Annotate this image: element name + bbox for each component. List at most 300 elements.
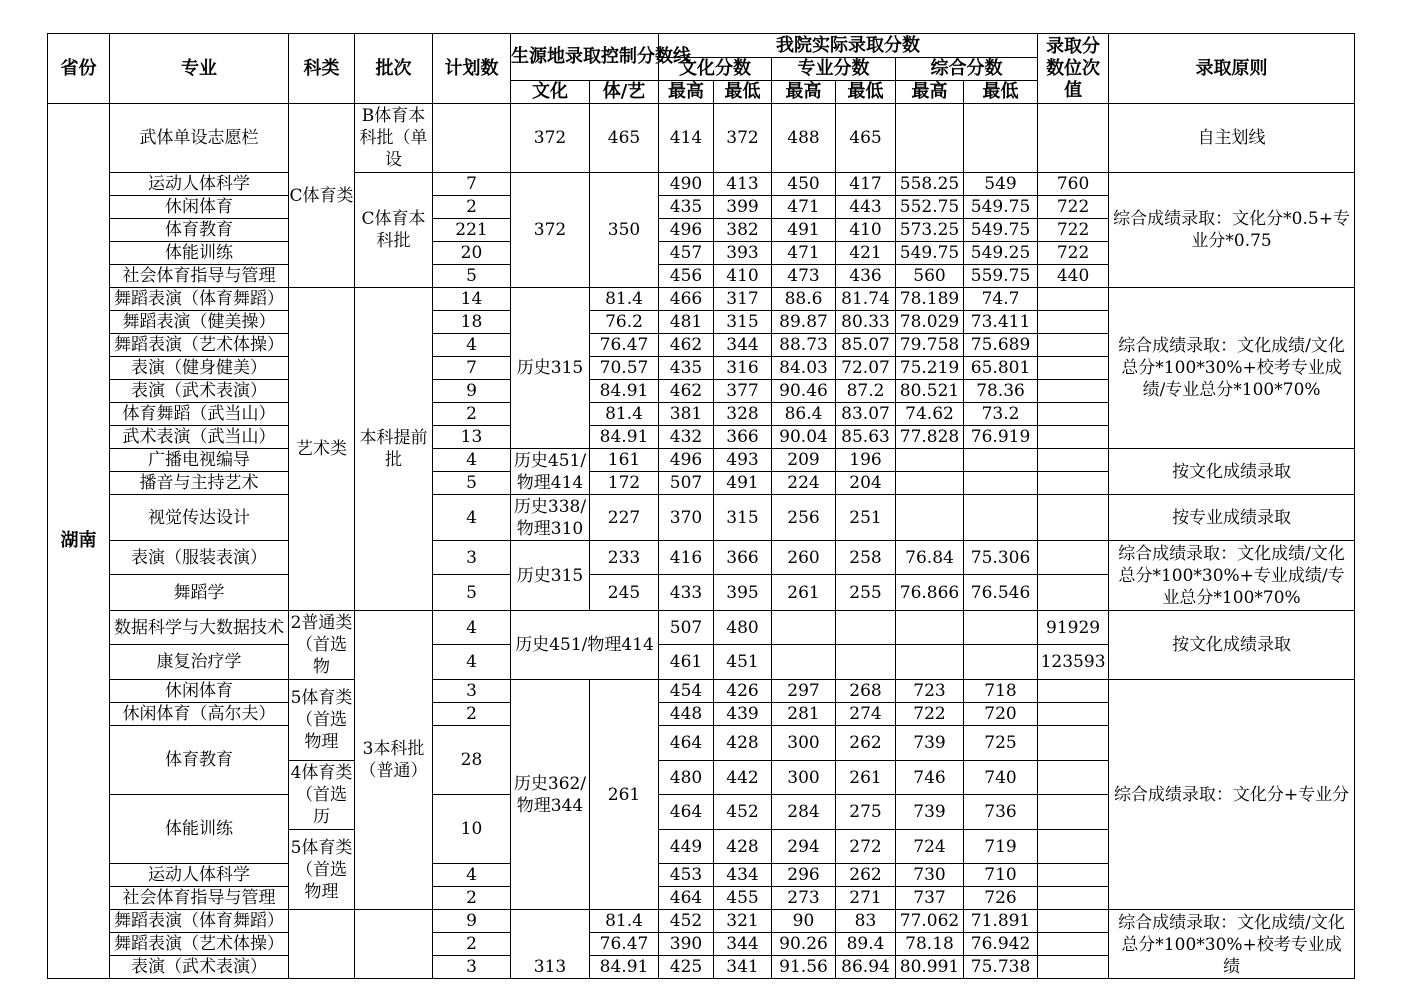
culture-low-cell: 410	[714, 265, 772, 288]
major-cell: 武体单设志愿栏	[110, 104, 289, 173]
plan-cell: 2	[433, 703, 511, 726]
composite-high-cell: 746	[896, 761, 964, 795]
rank-cell: 722	[1038, 242, 1109, 265]
composite-low-cell: 736	[964, 795, 1038, 830]
plan-cell: 4	[433, 449, 511, 472]
ctrl-pe-cell: 172	[590, 472, 659, 495]
ctrl-pe-cell: 227	[590, 495, 659, 541]
culture-high-cell: 416	[659, 541, 714, 575]
composite-high-cell: 78.029	[896, 311, 964, 334]
culture-low-cell: 366	[714, 426, 772, 449]
ctrl-pe-cell: 81.4	[590, 403, 659, 426]
table-row	[48, 680, 1355, 703]
professional-high-cell: 471	[772, 242, 836, 265]
batch-cell: C体育本科批	[355, 173, 433, 288]
ctrl-culture-cell: 历史362/物理344	[511, 680, 590, 910]
batch-cell	[355, 910, 433, 979]
composite-low-cell: 720	[964, 703, 1038, 726]
rank-cell: 91929	[1038, 611, 1109, 645]
culture-low-cell: 395	[714, 575, 772, 611]
composite-low-cell: 73.411	[964, 311, 1038, 334]
culture-high-cell: 435	[659, 196, 714, 219]
ctrl-pe-cell: 81.4	[590, 288, 659, 311]
culture-high-cell: 414	[659, 104, 714, 173]
plan-cell: 9	[433, 380, 511, 403]
header-province: 省份	[48, 34, 110, 104]
culture-high-cell: 496	[659, 219, 714, 242]
rank-cell	[1038, 830, 1109, 864]
professional-low-cell: 436	[836, 265, 896, 288]
professional-high-cell: 90.26	[772, 933, 836, 956]
category-cell: C体育类	[289, 104, 355, 288]
header-category: 科类	[289, 34, 355, 104]
header-high: 最高	[772, 81, 836, 104]
culture-low-cell: 316	[714, 357, 772, 380]
composite-high-cell: 552.75	[896, 196, 964, 219]
plan-cell: 4	[433, 495, 511, 541]
ctrl-culture-cell: 372	[511, 104, 590, 173]
professional-low-cell: 272	[836, 830, 896, 864]
culture-high-cell: 461	[659, 645, 714, 680]
culture-high-cell: 425	[659, 956, 714, 979]
header-plan: 计划数	[433, 34, 511, 104]
principle-cell: 按文化成绩录取	[1109, 449, 1355, 495]
principle-cell: 综合成绩录取：文化成绩/文化总分*100*30%+专业成绩/专业总分*100*70%	[1109, 541, 1355, 611]
culture-high-cell: 390	[659, 933, 714, 956]
ctrl-pe-cell: 350	[590, 173, 659, 288]
culture-low-cell: 315	[714, 311, 772, 334]
rank-cell	[1038, 426, 1109, 449]
culture-high-cell: 464	[659, 887, 714, 910]
composite-high-cell: 739	[896, 795, 964, 830]
culture-high-cell: 457	[659, 242, 714, 265]
header-low: 最低	[714, 81, 772, 104]
composite-low-cell	[964, 495, 1038, 541]
rank-cell	[1038, 864, 1109, 887]
professional-low-cell: 421	[836, 242, 896, 265]
professional-low-cell: 417	[836, 173, 896, 196]
major-cell: 运动人体科学	[110, 864, 289, 887]
batch-cell: 本科提前批	[355, 288, 433, 611]
culture-high-cell: 433	[659, 575, 714, 611]
professional-low-cell	[836, 645, 896, 680]
principle-cell: 按文化成绩录取	[1109, 611, 1355, 680]
rank-cell	[1038, 334, 1109, 357]
professional-high-cell: 473	[772, 265, 836, 288]
major-cell: 舞蹈表演（体育舞蹈）	[110, 910, 289, 933]
rank-cell	[1038, 495, 1109, 541]
rank-cell: 440	[1038, 265, 1109, 288]
table-row	[48, 611, 1355, 645]
composite-low-cell	[964, 104, 1038, 173]
composite-low-cell: 71.891	[964, 910, 1038, 933]
rank-cell: 722	[1038, 219, 1109, 242]
professional-high-cell: 281	[772, 703, 836, 726]
composite-low-cell	[964, 611, 1038, 645]
rank-cell	[1038, 472, 1109, 495]
rank-cell	[1038, 703, 1109, 726]
rank-cell	[1038, 403, 1109, 426]
ctrl-pe-cell: 70.57	[590, 357, 659, 380]
composite-high-cell: 724	[896, 830, 964, 864]
professional-low-cell: 268	[836, 680, 896, 703]
category-cell: 艺术类	[289, 288, 355, 611]
rank-cell	[1038, 575, 1109, 611]
ctrl-pe-cell: 233	[590, 541, 659, 575]
rank-cell	[1038, 680, 1109, 703]
principle-cell: 综合成绩录取：文化分*0.5+专业分*0.75	[1109, 173, 1355, 288]
header-actual-score: 我院实际录取分数	[659, 34, 1038, 58]
category-cell: 5体育类（首选物理	[289, 680, 355, 761]
professional-low-cell: 261	[836, 761, 896, 795]
culture-high-cell: 449	[659, 830, 714, 864]
rank-cell: 760	[1038, 173, 1109, 196]
header-batch: 批次	[355, 34, 433, 104]
admission-score-table	[47, 33, 1355, 979]
major-cell: 表演（健身健美）	[110, 357, 289, 380]
category-cell: 4体育类（首选历	[289, 761, 355, 830]
plan-cell: 4	[433, 611, 511, 645]
plan-cell: 10	[433, 795, 511, 864]
major-cell: 社会体育指导与管理	[110, 887, 289, 910]
professional-low-cell: 72.07	[836, 357, 896, 380]
header-major: 专业	[110, 34, 289, 104]
culture-low-cell: 366	[714, 541, 772, 575]
professional-high-cell: 294	[772, 830, 836, 864]
ctrl-culture-cell: 372	[511, 173, 590, 288]
composite-high-cell: 560	[896, 265, 964, 288]
culture-low-cell: 393	[714, 242, 772, 265]
professional-high-cell	[772, 645, 836, 680]
composite-high-cell: 78.189	[896, 288, 964, 311]
professional-low-cell: 83	[836, 910, 896, 933]
plan-cell: 20	[433, 242, 511, 265]
professional-low-cell: 255	[836, 575, 896, 611]
professional-high-cell: 450	[772, 173, 836, 196]
ctrl-culture-cell: 历史315	[511, 541, 590, 611]
composite-low-cell: 75.738	[964, 956, 1038, 979]
professional-high-cell: 88.73	[772, 334, 836, 357]
professional-low-cell: 80.33	[836, 311, 896, 334]
professional-high-cell: 300	[772, 726, 836, 761]
culture-high-cell: 507	[659, 611, 714, 645]
culture-low-cell: 317	[714, 288, 772, 311]
professional-low-cell: 85.07	[836, 334, 896, 357]
major-cell: 体能训练	[110, 795, 289, 864]
plan-cell: 9	[433, 910, 511, 933]
professional-low-cell: 204	[836, 472, 896, 495]
composite-low-cell: 549.75	[964, 196, 1038, 219]
header-control-line: 生源地录取控制分数线	[511, 34, 659, 81]
major-cell: 表演（武术表演）	[110, 956, 289, 979]
major-cell: 表演（服装表演）	[110, 541, 289, 575]
table-row	[48, 449, 1355, 472]
rank-cell	[1038, 795, 1109, 830]
header-composite-score: 综合分数	[896, 58, 1038, 81]
culture-low-cell: 372	[714, 104, 772, 173]
plan-cell	[433, 104, 511, 173]
rank-cell	[1038, 726, 1109, 761]
composite-low-cell: 549.25	[964, 242, 1038, 265]
ctrl-pe-cell: 84.91	[590, 380, 659, 403]
professional-low-cell: 89.4	[836, 933, 896, 956]
composite-high-cell: 723	[896, 680, 964, 703]
plan-cell: 2	[433, 933, 511, 956]
culture-high-cell: 454	[659, 680, 714, 703]
rank-cell	[1038, 910, 1109, 933]
composite-low-cell: 65.801	[964, 357, 1038, 380]
professional-low-cell: 196	[836, 449, 896, 472]
header-ctrl-culture: 文化	[511, 81, 590, 104]
professional-high-cell: 256	[772, 495, 836, 541]
ctrl-culture-cell: 313	[511, 910, 590, 979]
composite-low-cell: 710	[964, 864, 1038, 887]
professional-low-cell: 262	[836, 864, 896, 887]
rank-cell	[1038, 541, 1109, 575]
principle-cell: 综合成绩录取：文化分+专业分	[1109, 680, 1355, 910]
professional-high-cell: 89.87	[772, 311, 836, 334]
composite-low-cell: 726	[964, 887, 1038, 910]
culture-high-cell: 462	[659, 380, 714, 403]
professional-low-cell: 258	[836, 541, 896, 575]
professional-low-cell: 410	[836, 219, 896, 242]
plan-cell: 5	[433, 575, 511, 611]
professional-low-cell: 85.63	[836, 426, 896, 449]
professional-high-cell: 90	[772, 910, 836, 933]
major-cell: 武术表演（武当山）	[110, 426, 289, 449]
professional-low-cell: 83.07	[836, 403, 896, 426]
plan-cell: 4	[433, 645, 511, 680]
admission-score-sheet	[47, 33, 1354, 1000]
professional-high-cell: 491	[772, 219, 836, 242]
composite-low-cell	[964, 449, 1038, 472]
plan-cell: 3	[433, 541, 511, 575]
professional-high-cell: 224	[772, 472, 836, 495]
plan-cell: 2	[433, 196, 511, 219]
composite-low-cell: 559.75	[964, 265, 1038, 288]
header-culture-score: 文化分数	[659, 58, 772, 81]
header-principle: 录取原则	[1109, 34, 1355, 104]
culture-low-cell: 341	[714, 956, 772, 979]
ctrl-line-cell: 历史451/物理414	[511, 611, 659, 680]
culture-low-cell: 344	[714, 933, 772, 956]
ctrl-pe-cell: 261	[590, 680, 659, 910]
composite-high-cell: 722	[896, 703, 964, 726]
culture-low-cell: 480	[714, 611, 772, 645]
culture-high-cell: 448	[659, 703, 714, 726]
culture-high-cell: 464	[659, 726, 714, 761]
professional-high-cell: 84.03	[772, 357, 836, 380]
professional-high-cell: 260	[772, 541, 836, 575]
culture-high-cell: 496	[659, 449, 714, 472]
professional-high-cell: 91.56	[772, 956, 836, 979]
professional-high-cell: 471	[772, 196, 836, 219]
culture-high-cell: 370	[659, 495, 714, 541]
culture-low-cell: 455	[714, 887, 772, 910]
professional-high-cell: 90.04	[772, 426, 836, 449]
principle-cell: 综合成绩录取：文化成绩/文化总分*100*30%+校考专业成绩/专业总分*100*70%	[1109, 288, 1355, 449]
major-cell: 体育教育	[110, 219, 289, 242]
province-cell: 湖南	[48, 104, 110, 979]
plan-cell: 2	[433, 403, 511, 426]
composite-high-cell: 558.25	[896, 173, 964, 196]
header-high: 最高	[896, 81, 964, 104]
composite-high-cell	[896, 645, 964, 680]
rank-cell	[1038, 449, 1109, 472]
table-row	[48, 173, 1355, 196]
rank-cell	[1038, 380, 1109, 403]
header-high: 最高	[659, 81, 714, 104]
major-cell: 播音与主持艺术	[110, 472, 289, 495]
composite-high-cell: 737	[896, 887, 964, 910]
culture-low-cell: 315	[714, 495, 772, 541]
major-cell: 舞蹈表演（艺术体操）	[110, 933, 289, 956]
professional-low-cell: 271	[836, 887, 896, 910]
major-cell: 休闲体育	[110, 680, 289, 703]
professional-high-cell: 209	[772, 449, 836, 472]
composite-low-cell	[964, 472, 1038, 495]
professional-high-cell: 488	[772, 104, 836, 173]
composite-high-cell: 75.219	[896, 357, 964, 380]
composite-low-cell: 75.306	[964, 541, 1038, 575]
composite-high-cell	[896, 611, 964, 645]
ctrl-culture-cell: 历史451/物理414	[511, 449, 590, 495]
composite-low-cell: 549.75	[964, 219, 1038, 242]
professional-high-cell: 90.46	[772, 380, 836, 403]
header-low: 最低	[964, 81, 1038, 104]
professional-low-cell	[836, 611, 896, 645]
professional-low-cell: 274	[836, 703, 896, 726]
culture-high-cell: 462	[659, 334, 714, 357]
culture-high-cell: 481	[659, 311, 714, 334]
major-cell: 舞蹈表演（艺术体操）	[110, 334, 289, 357]
table-row	[48, 104, 1355, 173]
major-cell: 体能训练	[110, 242, 289, 265]
composite-high-cell	[896, 495, 964, 541]
header-ctrl-pe-art: 体/艺	[590, 81, 659, 104]
rank-cell: 123593	[1038, 645, 1109, 680]
culture-low-cell: 344	[714, 334, 772, 357]
plan-cell: 14	[433, 288, 511, 311]
culture-low-cell: 382	[714, 219, 772, 242]
culture-low-cell: 328	[714, 403, 772, 426]
professional-low-cell: 251	[836, 495, 896, 541]
major-cell: 表演（武术表演）	[110, 380, 289, 403]
composite-high-cell: 739	[896, 726, 964, 761]
composite-high-cell: 77.828	[896, 426, 964, 449]
major-cell: 休闲体育	[110, 196, 289, 219]
composite-high-cell: 80.521	[896, 380, 964, 403]
major-cell: 运动人体科学	[110, 173, 289, 196]
professional-high-cell: 297	[772, 680, 836, 703]
composite-low-cell: 549	[964, 173, 1038, 196]
professional-high-cell: 86.4	[772, 403, 836, 426]
professional-high-cell: 296	[772, 864, 836, 887]
professional-low-cell: 465	[836, 104, 896, 173]
ctrl-pe-cell: 465	[590, 104, 659, 173]
plan-cell: 7	[433, 173, 511, 196]
ctrl-culture-cell: 历史315	[511, 288, 590, 449]
category-cell	[289, 910, 355, 979]
composite-high-cell: 74.62	[896, 403, 964, 426]
composite-high-cell: 79.758	[896, 334, 964, 357]
plan-cell: 221	[433, 219, 511, 242]
composite-high-cell: 573.25	[896, 219, 964, 242]
professional-low-cell: 275	[836, 795, 896, 830]
professional-high-cell	[772, 611, 836, 645]
culture-low-cell: 426	[714, 680, 772, 703]
category-cell: 2普通类（首选物	[289, 611, 355, 680]
composite-high-cell	[896, 104, 964, 173]
culture-low-cell: 493	[714, 449, 772, 472]
ctrl-pe-cell: 76.47	[590, 334, 659, 357]
culture-high-cell: 435	[659, 357, 714, 380]
plan-cell: 5	[433, 265, 511, 288]
composite-high-cell: 549.75	[896, 242, 964, 265]
culture-high-cell: 381	[659, 403, 714, 426]
ctrl-pe-cell: 245	[590, 575, 659, 611]
major-cell: 体育教育	[110, 726, 289, 795]
composite-low-cell: 76.942	[964, 933, 1038, 956]
plan-cell: 4	[433, 334, 511, 357]
major-cell: 广播电视编导	[110, 449, 289, 472]
header-rank: 录取分数位次值	[1038, 34, 1109, 104]
table-row	[48, 910, 1355, 933]
professional-high-cell: 261	[772, 575, 836, 611]
composite-high-cell: 76.866	[896, 575, 964, 611]
ctrl-pe-cell: 81.4	[590, 910, 659, 933]
culture-low-cell: 491	[714, 472, 772, 495]
culture-low-cell: 321	[714, 910, 772, 933]
plan-cell: 5	[433, 472, 511, 495]
plan-cell: 3	[433, 956, 511, 979]
rank-cell	[1038, 104, 1109, 173]
professional-low-cell: 262	[836, 726, 896, 761]
ctrl-pe-cell: 84.91	[590, 956, 659, 979]
culture-high-cell: 453	[659, 864, 714, 887]
ctrl-culture-cell: 历史338/物理310	[511, 495, 590, 541]
plan-cell: 28	[433, 726, 511, 795]
rank-cell: 722	[1038, 196, 1109, 219]
plan-cell: 3	[433, 680, 511, 703]
rank-cell	[1038, 761, 1109, 795]
principle-cell: 按专业成绩录取	[1109, 495, 1355, 541]
composite-low-cell: 75.689	[964, 334, 1038, 357]
header-low: 最低	[836, 81, 896, 104]
culture-high-cell: 432	[659, 426, 714, 449]
composite-low-cell: 725	[964, 726, 1038, 761]
header-professional-score: 专业分数	[772, 58, 896, 81]
plan-cell: 18	[433, 311, 511, 334]
plan-cell: 7	[433, 357, 511, 380]
major-cell: 舞蹈学	[110, 575, 289, 611]
composite-high-cell: 730	[896, 864, 964, 887]
plan-cell: 4	[433, 864, 511, 887]
composite-low-cell: 76.546	[964, 575, 1038, 611]
ctrl-pe-cell: 76.47	[590, 933, 659, 956]
ctrl-pe-cell: 84.91	[590, 426, 659, 449]
composite-low-cell: 73.2	[964, 403, 1038, 426]
professional-low-cell: 443	[836, 196, 896, 219]
composite-low-cell: 78.36	[964, 380, 1038, 403]
composite-high-cell: 80.991	[896, 956, 964, 979]
composite-high-cell	[896, 472, 964, 495]
culture-high-cell: 464	[659, 795, 714, 830]
composite-high-cell: 77.062	[896, 910, 964, 933]
major-cell: 康复治疗学	[110, 645, 289, 680]
professional-high-cell: 284	[772, 795, 836, 830]
composite-high-cell: 76.84	[896, 541, 964, 575]
